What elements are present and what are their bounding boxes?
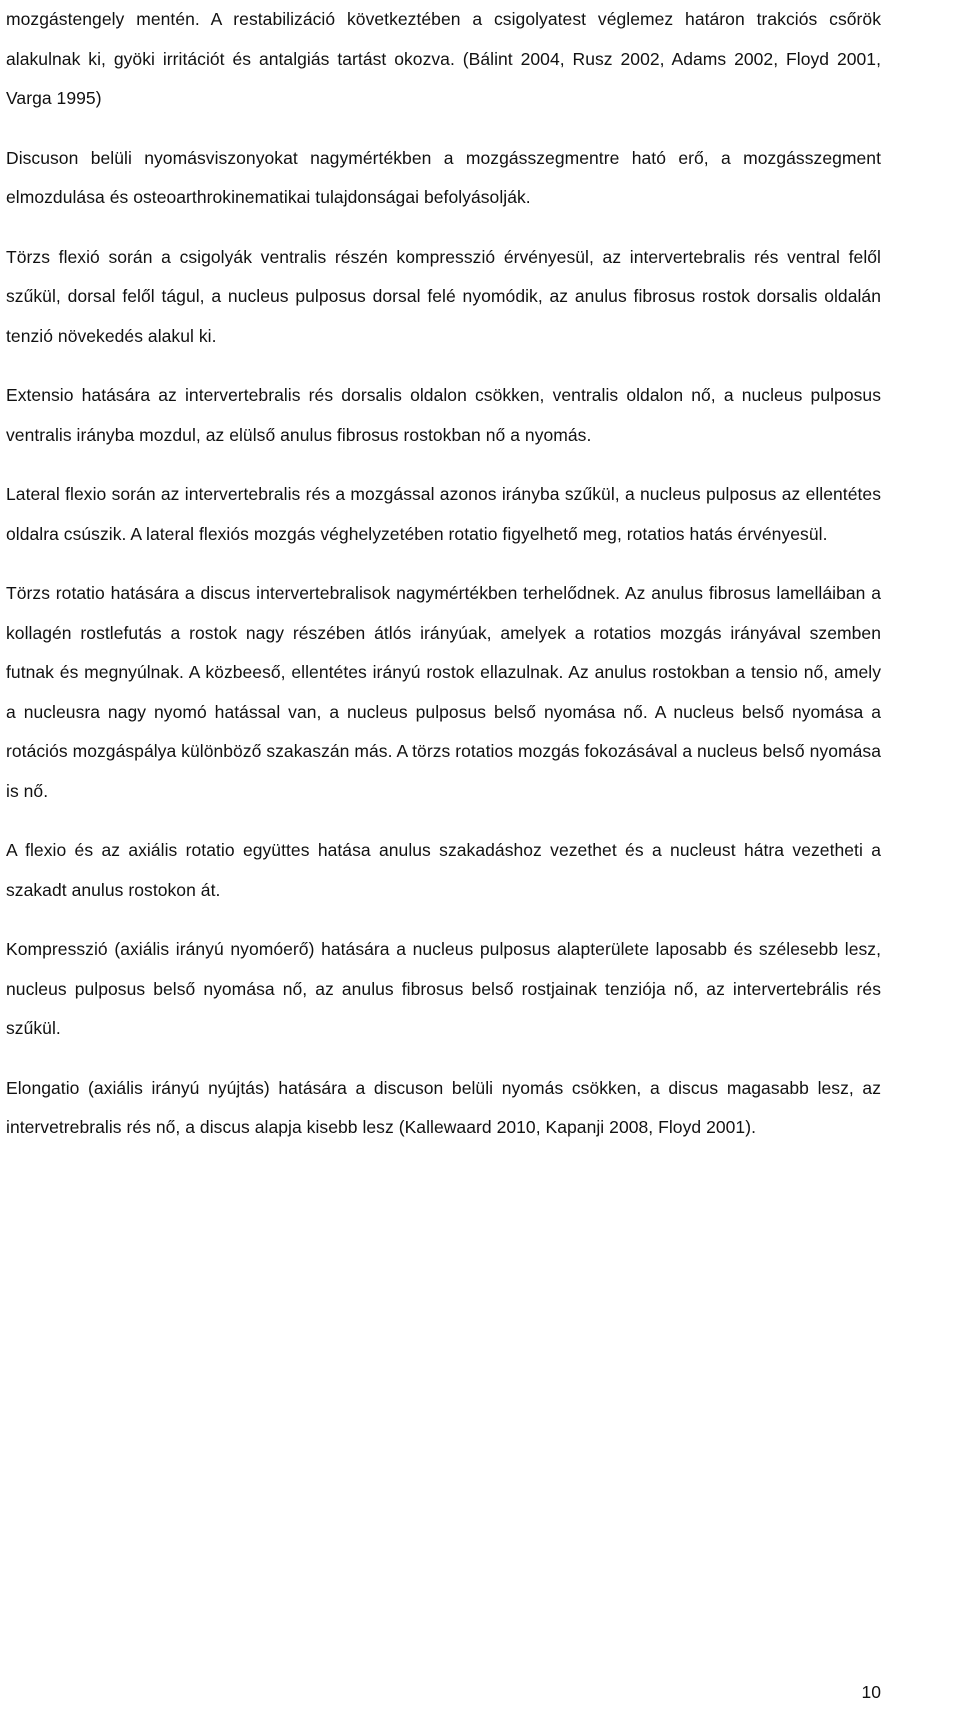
- paragraph-lateral-flexion: Lateral flexio során az intervertebralis rés a mozgással azonos irányba szűkül, a nucleus pulposus az ellentétes oldalra csúszik. A lateral flexiós mozgás véghelyzetében rotatio figyelhető meg, rotatios hatás érvényesül.: [6, 484, 881, 544]
- paragraph-extension: Extensio hatására az intervertebralis rés dorsalis oldalon csökken, ventralis oldalon nő, a nucleus pulposus ventralis irányba mozdul, az elülső anulus fibrosus rostokban nő a nyomás.: [6, 385, 881, 445]
- paragraph-trunk-rotation: Törzs rotatio hatására a discus intervertebralisok nagymértékben terhelődnek. Az anulus fibrosus lamelláiban a kollagén rostlefutás a rostok nagy részében átlós irányúak, amelyek a rotatios mozgás irányával szemben futnak és megnyúlnak. A közbeeső, ellentétes irányú rostok ellazulnak. Az anulus rostokban a tensio nő, amely a nucleusra nagy nyomó hatással van, a nucleus pulposus belső nyomása nő. A nucleus belső nyomása a rotációs mozgáspálya különböző szakaszán más. A törzs rotatios mozgás fokozásával a nucleus belső nyomása is nő.: [6, 583, 881, 801]
- paragraph-trunk-flexion: Törzs flexió során a csigolyák ventralis részén kompresszió érvényesül, az intervertebralis rés ventral felől szűkül, dorsal felől tágul, a nucleus pulposus dorsal felé nyomódik, az anulus fibrosus rostok dorsalis oldalán tenzió növekedés alakul ki.: [6, 246, 881, 346]
- paragraph-disc-pressure: Discuson belüli nyomásviszonyokat nagymértékben a mozgásszegmentre ható erő, a mozgásszegment elmozdulása és osteoarthrokinematikai tulajdonságai befolyásolják.: [6, 147, 881, 207]
- page-number: 10: [861, 1682, 881, 1702]
- paragraph-flexion-rotation: A flexio és az axiális rotatio együttes hatása anulus szakadáshoz vezethet és a nucleust hátra vezetheti a szakadt anulus rostokon át.: [6, 840, 881, 900]
- paragraph-elongation: Elongatio (axiális irányú nyújtás) hatására a discuson belüli nyomás csökken, a discus magasabb lesz, az intervetrebralis rés nő, a discus alapja kisebb lesz (Kallewaard 2010, Kapanji 2008, Floyd 2001).: [6, 1077, 881, 1137]
- page-body: [6, 0, 881, 1148]
- paragraph-restabilization: mozgástengely mentén. A restabilizáció következtében a csigolyatest véglemez határon trakciós csőrök alakulnak ki, gyöki irritációt és antalgiás tartást okozva. (Bálint 2004, Rusz 2002, Adams 2002, Floyd 2001, Varga 1995): [6, 9, 881, 108]
- paragraph-compression: Kompresszió (axiális irányú nyomóerő) hatására a nucleus pulposus alapterülete laposabb és szélesebb lesz, nucleus pulposus belső nyomása nő, az anulus fibrosus belső rostjainak tenziója nő, az intervertebrális rés szűkül.: [6, 939, 881, 1038]
